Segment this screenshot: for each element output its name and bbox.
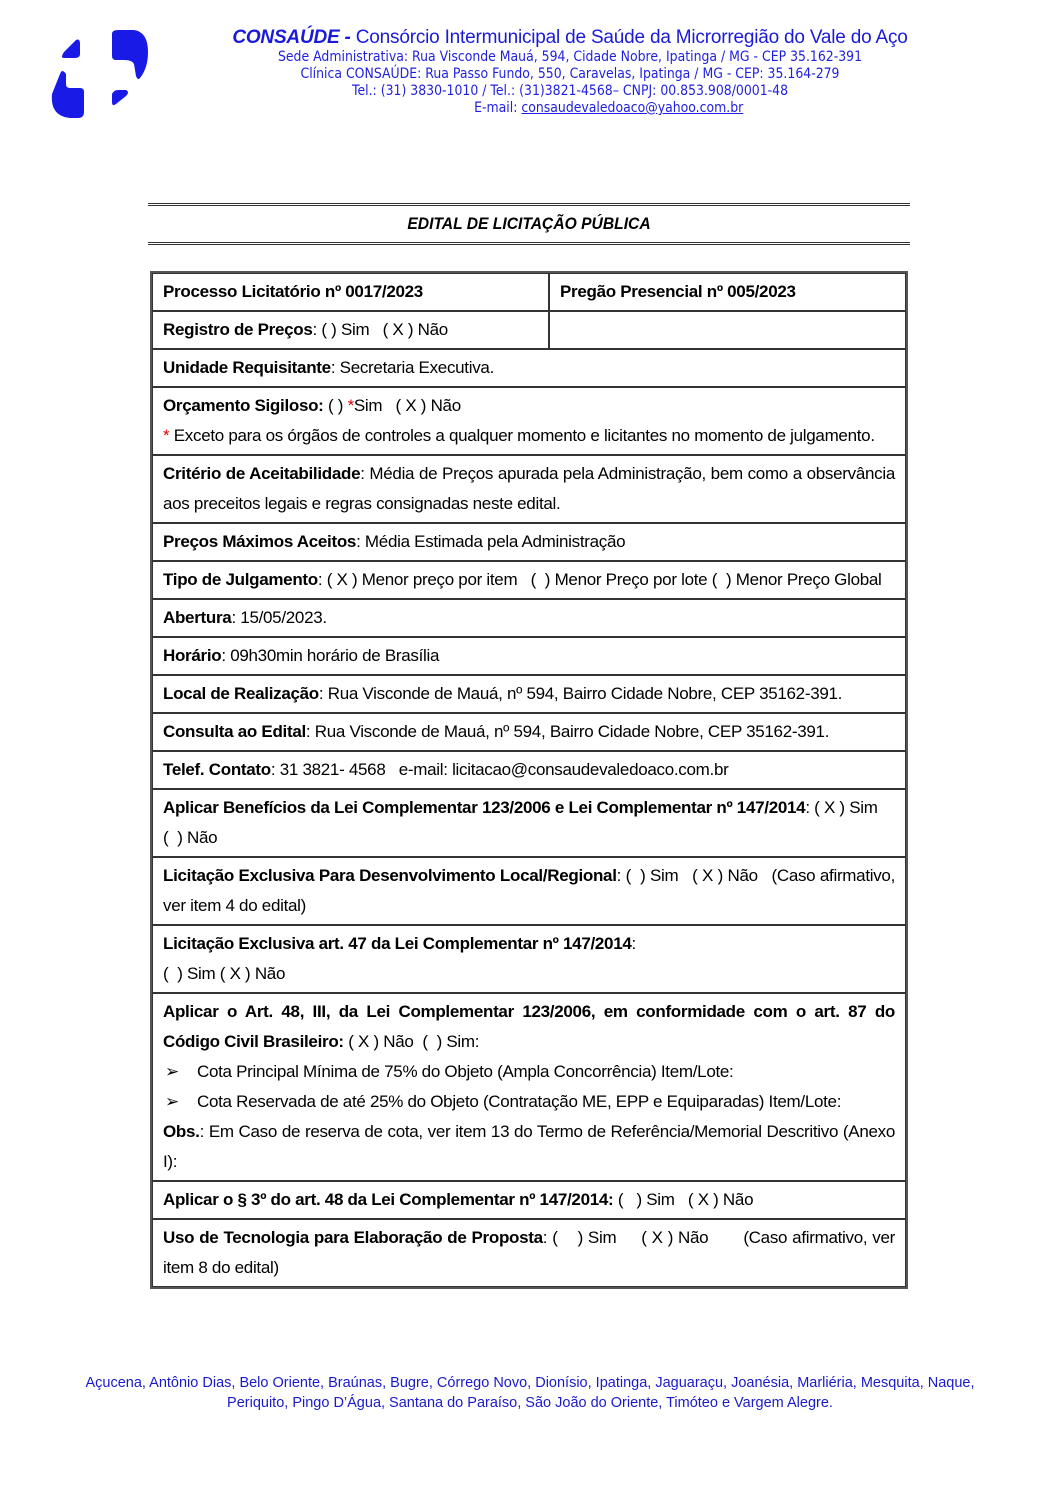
email-line [226,100,914,117]
unidade-value: : Secretaria Executiva. [330,358,494,377]
beneficios-cell [152,789,906,857]
table-row [152,1181,906,1219]
horario-value: : 09h30min horário de Brasília [221,646,440,665]
consaude-logo-icon [50,30,150,120]
exclusiva-local-cell [152,857,906,925]
exclusiva-local-label: Licitação Exclusiva Para Desenvolvimento Local/Regional [163,866,617,885]
art48-cell [152,993,906,1181]
exclusiva-art47-value: ( ) Sim ( X ) Não [163,964,286,983]
consulta-cell [152,713,906,751]
exclusiva-local-value: : ( ) Sim ( X ) Não (Caso afirmativo, ver item 4 do edital) [163,866,900,915]
asterisk-mark: * [163,426,170,445]
table-row [152,857,906,925]
abertura-cell [152,599,906,637]
edital-summary-table [150,271,908,1289]
title-band [148,203,910,245]
art48-p3-label: Aplicar o § 3º do art. 48 da Lei Complementar nº 147/2014: [163,1190,614,1209]
email-link[interactable]: consaudevaledoaco@yahoo.com.br [521,100,744,116]
letterhead-title [170,27,970,49]
obs-label: Obs. [163,1122,200,1141]
orcamento-label: Orçamento Sigiloso: [163,396,324,415]
tipo-julgamento-label: Tipo de Julgamento [163,570,318,589]
beneficios-value: : ( X ) Sim ( ) Não [163,798,896,847]
table-row [152,1219,906,1287]
letterhead [170,27,970,117]
art48-value: ( X ) Não ( ) Sim: [343,1032,480,1051]
abertura-label: Abertura [163,608,232,627]
unidade-label: Unidade Requisitante [163,358,331,377]
asterisk-mark: * [347,396,354,415]
footer-municipalities: Açucena, Antônio Dias, Belo Oriente, Braúnas, Bugre, Córrego Novo, Dionísio, Ipatinga, Jaguaraçu, Joanésia, Marliéria, Mesquita, Naque, Periquito, Pingo D’Água, Santana do Paraíso, São João do Oriente, Timóteo e Vargem Alegre. [85,1375,975,1411]
abertura-value: : 15/05/2023. [231,608,327,627]
email-label: E-mail: [474,100,522,116]
local-cell [152,675,906,713]
pregao-label: Pregão Presencial nº 005/2023 [560,282,796,301]
beneficios-label: Aplicar Benefícios da Lei Complementar 123/2006 e Lei Complementar nº 147/2014 [163,798,806,817]
pregao-cell [549,273,906,311]
tecnologia-label: Uso de Tecnologia para Elaboração de Proposta [163,1228,543,1247]
tipo-julgamento-cell [152,561,906,599]
arrow-bullet-icon: ➢ [165,1092,179,1111]
precos-maximos-label: Preços Máximos Aceitos [163,532,357,551]
table-row [152,455,906,523]
orcamento-value-pre: ( ) [323,396,348,415]
processo-label: Processo Licitatório nº 0017/2023 [163,282,423,301]
table-row [152,675,906,713]
table-row [152,637,906,675]
table-row [152,925,906,993]
local-label: Local de Realização [163,684,319,703]
brand-name: CONSAÚDE - [232,27,351,48]
telefone-cell [152,751,906,789]
art48-label: Aplicar o Art. 48, III, da Lei Complementar 123/2006, em conformidade com o art. 87 do Código Civil Brasileiro: [163,1002,895,1051]
table-row [152,713,906,751]
list-item [163,1057,895,1087]
unidade-cell [152,349,906,387]
registro-value: : ( ) Sim ( X ) Não [312,320,448,339]
local-value: : Rua Visconde de Mauá, nº 594, Bairro Cidade Nobre, CEP 35162-391. [318,684,843,703]
org-name: Consórcio Intermunicipal de Saúde da Microrregião do Vale do Aço [355,27,908,48]
table-row [152,789,906,857]
table-row [152,387,906,455]
obs-value: : Em Caso de reserva de cota, ver item 13 do Termo de Referência/Memorial Descritivo (Anexo I): [163,1122,895,1171]
list-item [163,1087,895,1117]
processo-cell [152,273,549,311]
table-row [152,751,906,789]
address-sede: Sede Administrativa: Rua Visconde Mauá, 594, Cidade Nobre, Ipatinga / MG - CEP 35.162-391 [277,49,863,65]
table-row [152,311,906,349]
criterio-value: : Média de Preços apurada pela Administração, bem como a observância aos preceitos legais e regras consignadas neste edital. [163,464,895,513]
consulta-label: Consulta ao Edital [163,722,306,741]
bullet-text: Cota Principal Mínima de 75% do Objeto (Ampla Concorrência) Item/Lote: [197,1062,734,1081]
table-row [152,599,906,637]
registro-cell [152,311,549,349]
criterio-label: Critério de Aceitabilidade [163,464,361,483]
registro-label: Registro de Preços [163,320,313,339]
horario-label: Horário [163,646,222,665]
table-row [152,993,906,1181]
exclusiva-art47-cell [152,925,906,993]
exclusiva-art47-label: Licitação Exclusiva art. 47 da Lei Complementar nº 147/2014 [163,934,632,953]
art48-p3-cell [152,1181,906,1219]
horario-cell [152,637,906,675]
arrow-bullet-icon: ➢ [165,1062,179,1081]
table-row [152,561,906,599]
tecnologia-value: : ( ) Sim ( X ) Não (Caso afirmativo, ver item 8 do edital) [163,1228,900,1277]
table-row [152,349,906,387]
empty-cell [549,311,906,349]
orcamento-value-post: Sim ( X ) Não [353,396,461,415]
tecnologia-cell [152,1219,906,1287]
telefone-value: : 31 3821- 4568 e-mail: licitacao@consaudevaledoaco.com.br [270,760,729,779]
orcamento-cell [152,387,906,455]
tipo-julgamento-value: : ( X ) Menor preço por item ( ) Menor Preço por lote ( ) Menor Preço Global [317,570,882,589]
criterio-cell [152,455,906,523]
precos-maximos-cell [152,523,906,561]
address-clinica: Clínica CONSAÚDE: Rua Passo Fundo, 550, Caravelas, Ipatinga / MG - CEP: 35.164-279 [300,66,840,82]
phones-cnpj: Tel.: (31) 3830-1010 / Tel.: (31)3821-4568– CNPJ: 00.853.908/0001-48 [351,83,789,99]
orcamento-note: Exceto para os órgãos de controles a qualquer momento e licitantes no momento de julgamento. [169,426,875,445]
exclusiva-art47-colon: : [631,934,636,953]
table-row [152,523,906,561]
page-title: EDITAL DE LICITAÇÃO PÚBLICA [407,214,651,233]
telefone-label: Telef. Contato [163,760,271,779]
art48-p3-value: ( ) Sim ( X ) Não [613,1190,754,1209]
table-row [152,273,906,311]
bullet-text: Cota Reservada de até 25% do Objeto (Contratação ME, EPP e Equiparadas) Item/Lote: [197,1092,842,1111]
consulta-value: : Rua Visconde de Mauá, nº 594, Bairro Cidade Nobre, CEP 35162-391. [305,722,830,741]
precos-maximos-value: : Média Estimada pela Administração [356,532,626,551]
